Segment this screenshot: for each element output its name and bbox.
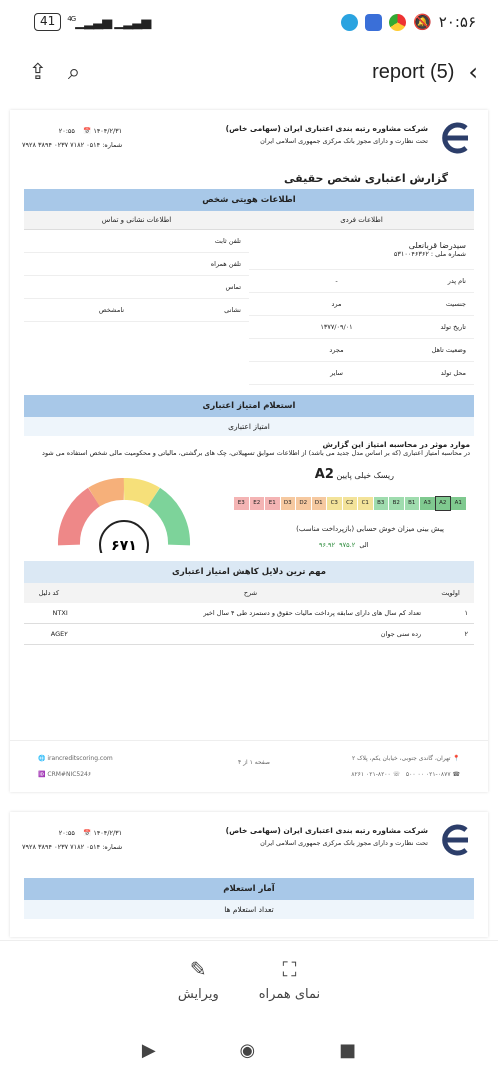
factors-desc: در محاسبه امتیاز اعتباری (که بر اساس مدل جدید می باشد) از اطلاعات سوابق تسهیلاتی، چک های برگشتی، مالیاتی و محکومیت مالی شخص استفاده می شود bbox=[42, 449, 470, 457]
grade-C3: C3 bbox=[327, 497, 342, 510]
gender-label: جنسیت bbox=[445, 300, 466, 308]
document-title: report (5) bbox=[372, 60, 455, 83]
footer-site: irancreditscoring.com bbox=[47, 755, 113, 762]
identity-columns bbox=[24, 230, 474, 385]
telegram-icon bbox=[341, 14, 358, 31]
risk-title bbox=[307, 467, 394, 482]
national-id: شماره ملی : ۵۳۱۰۰۴۶۳۶۲ bbox=[393, 250, 466, 258]
phone-label: تلفن ثابت bbox=[214, 237, 241, 245]
table-row: ۱ تعداد کم سال های دارای سابقه پرداخت مالیات حقوق و دستمزد طی ۴ سال اخیر NTXI bbox=[24, 603, 474, 624]
grade-C2: C2 bbox=[343, 497, 358, 510]
father-value: - bbox=[335, 277, 338, 285]
predict-label: پیش بینی میزان خوش حسابی (بازپرداخت مناسب) bbox=[296, 525, 444, 533]
doc-header bbox=[10, 110, 488, 166]
search-icon[interactable]: ⌕ bbox=[67, 59, 81, 85]
address-label: نشانی bbox=[224, 306, 241, 314]
table-row: ۲ رده سنی جوان AGE۲ bbox=[24, 624, 474, 645]
score-area bbox=[24, 461, 474, 561]
edit-button[interactable]: ✎ ویرایش bbox=[177, 957, 219, 1002]
grade-E3: E3 bbox=[234, 497, 249, 510]
reasons-section: مهم ترین دلایل کاهش امتیاز اعتباری bbox=[24, 561, 474, 583]
grade-D1: D1 bbox=[312, 497, 327, 510]
footer-address: تهران، گاندی جنوبی، خیابان یکم، پلاک ۲ bbox=[351, 755, 451, 762]
status-left bbox=[34, 13, 150, 31]
mobile-label: تلفن همراه bbox=[210, 260, 241, 268]
company-name: شرکت مشاوره رتبه بندی اعتباری ایران (سهامی خاص) bbox=[225, 124, 428, 133]
contact-header: اطلاعات نشانی و تماس bbox=[24, 211, 249, 229]
th-code: کد دلیل bbox=[24, 583, 74, 603]
grade-B1: B1 bbox=[405, 497, 420, 510]
home-nav-icon[interactable]: ◉ bbox=[239, 1039, 256, 1061]
risk-grade: A2 bbox=[314, 467, 334, 482]
individual-header: اطلاعات فردی bbox=[249, 211, 474, 229]
contact-col bbox=[24, 230, 249, 385]
stats-count-header: تعداد استعلام ها bbox=[24, 900, 474, 919]
grade-E2: E2 bbox=[250, 497, 265, 510]
battery-icon: 41 bbox=[34, 13, 61, 31]
grade-C1: C1 bbox=[358, 497, 373, 510]
birth-value: ۱۳۷۷/۰۹/۰۱ bbox=[320, 323, 353, 331]
status-bar bbox=[0, 0, 498, 44]
bottom-actions bbox=[0, 940, 498, 1020]
back-nav-icon[interactable]: ▶ bbox=[141, 1039, 156, 1061]
doc-footer: 🌐 irancreditscoring.com 🆔 CRM#NIC524۶ صفحه ۱ از ۴ 📍 تهران، گاندی جنوبی، خیابان یکم، پلاک ۲ ☎ ۰۲۱-۰۸۷۷ ۰۰ ۵۰۰ ☏ ۰۲۱-۸۲۰۰ ۸۲۶۱ bbox=[10, 740, 488, 780]
risk-label: ریسک خیلی پایین bbox=[336, 471, 394, 480]
footer-code: CRM#NIC524۶ bbox=[47, 771, 92, 778]
company-logo-icon bbox=[438, 120, 474, 156]
th-priority: اولویت bbox=[427, 583, 474, 603]
birthplace-label: محل تولد bbox=[440, 369, 466, 377]
status-right bbox=[341, 13, 476, 31]
inquiry-section: استعلام امتیاز اعتباری bbox=[24, 395, 474, 417]
father-label: نام پدر bbox=[447, 277, 466, 285]
grade-A1: A1 bbox=[451, 497, 466, 510]
stats-section: آمار استعلام bbox=[24, 878, 474, 900]
edit-icon: ✎ bbox=[189, 957, 207, 981]
grade-B2: B2 bbox=[389, 497, 404, 510]
grade-B3: B3 bbox=[374, 497, 389, 510]
toolbar bbox=[0, 44, 498, 100]
chrome-icon bbox=[389, 14, 406, 31]
grade-E1: E1 bbox=[265, 497, 280, 510]
page-number: صفحه ۱ از ۴ bbox=[238, 759, 270, 766]
grade-D3: D3 bbox=[281, 497, 296, 510]
identity-section: اطلاعات هویتی شخص bbox=[24, 189, 474, 211]
score-value: ۶۷۱ bbox=[111, 538, 137, 553]
document-page-1[interactable] bbox=[10, 110, 488, 792]
share-icon[interactable]: ⇪ bbox=[28, 59, 48, 85]
doc-header-2: شرکت مشاوره رتبه بندی اعتباری ایران (سهامی خاص) تحت نظارت و دارای مجوز بانک مرکزی جمهوری اسلامی ایران ۱۴۰۴/۲/۳۱ 📅 ۲۰:۵۵ شماره: ۰۵۱۴ ۷۱۸۲ ۰۲۳۷ ۳۸۹۴ ۷۹۲۸ bbox=[10, 812, 488, 868]
identity-subheaders bbox=[24, 211, 474, 230]
report-title: گزارش اعتباری شخص حقیقی bbox=[284, 172, 448, 185]
grade-A3: A3 bbox=[420, 497, 435, 510]
th-desc: شرح bbox=[74, 583, 427, 603]
score-subheader: امتیاز اعتباری bbox=[24, 417, 474, 436]
signal-icon: $^{4G}$▁▂▃▅ ▁▂▃▅ bbox=[67, 14, 151, 30]
individual-col bbox=[249, 230, 474, 385]
gender-value: مرد bbox=[331, 300, 342, 308]
nav-bar bbox=[0, 1020, 498, 1080]
company-logo-icon bbox=[438, 822, 474, 858]
predict-values: ۹۶.۹۲ الی ۹۷۵.۲ bbox=[319, 541, 369, 549]
contact-label: تماس bbox=[225, 283, 241, 291]
factors-note bbox=[28, 440, 470, 457]
company-subtitle: تحت نظارت و دارای مجوز بانک مرکزی جمهوری اسلامی ایران bbox=[260, 137, 428, 145]
header-meta: ۱۴۰۴/۲/۳۱ 📅 ۲۰:۵۵ شماره: ۰۵۱۴ ۷۱۸۲ ۰۲۳۷ ۳۸۹۴ ۷۹۲۸ bbox=[22, 127, 123, 149]
marital-value: مجرد bbox=[329, 346, 344, 354]
mobile-view-button[interactable]: ⛶ نمای همراه bbox=[258, 957, 321, 1002]
birthplace-value: سایر bbox=[330, 369, 343, 377]
factors-title: موارد موثر در محاسبه امتیاز این گزارش bbox=[322, 440, 470, 449]
person-name: سیدرضا قربانعلی bbox=[408, 241, 466, 250]
marital-label: وضعیت تاهل bbox=[431, 346, 466, 354]
back-icon[interactable]: ‹ bbox=[468, 58, 478, 86]
grade-scale bbox=[234, 497, 466, 510]
mute-icon: 🔕 bbox=[413, 13, 432, 31]
mobile-view-icon: ⛶ bbox=[282, 957, 297, 981]
address-value: نامشخص bbox=[98, 306, 125, 314]
document-page-2[interactable] bbox=[10, 812, 488, 937]
grade-A2: A2 bbox=[436, 497, 451, 510]
grade-D2: D2 bbox=[296, 497, 311, 510]
score-gauge bbox=[54, 465, 194, 553]
app-icon bbox=[365, 14, 382, 31]
recents-nav-icon[interactable]: ■ bbox=[339, 1039, 357, 1061]
clock: ۲۰:۵۶ bbox=[438, 13, 476, 31]
reasons-table bbox=[24, 583, 474, 645]
birth-label: تاریخ تولد bbox=[440, 323, 466, 331]
